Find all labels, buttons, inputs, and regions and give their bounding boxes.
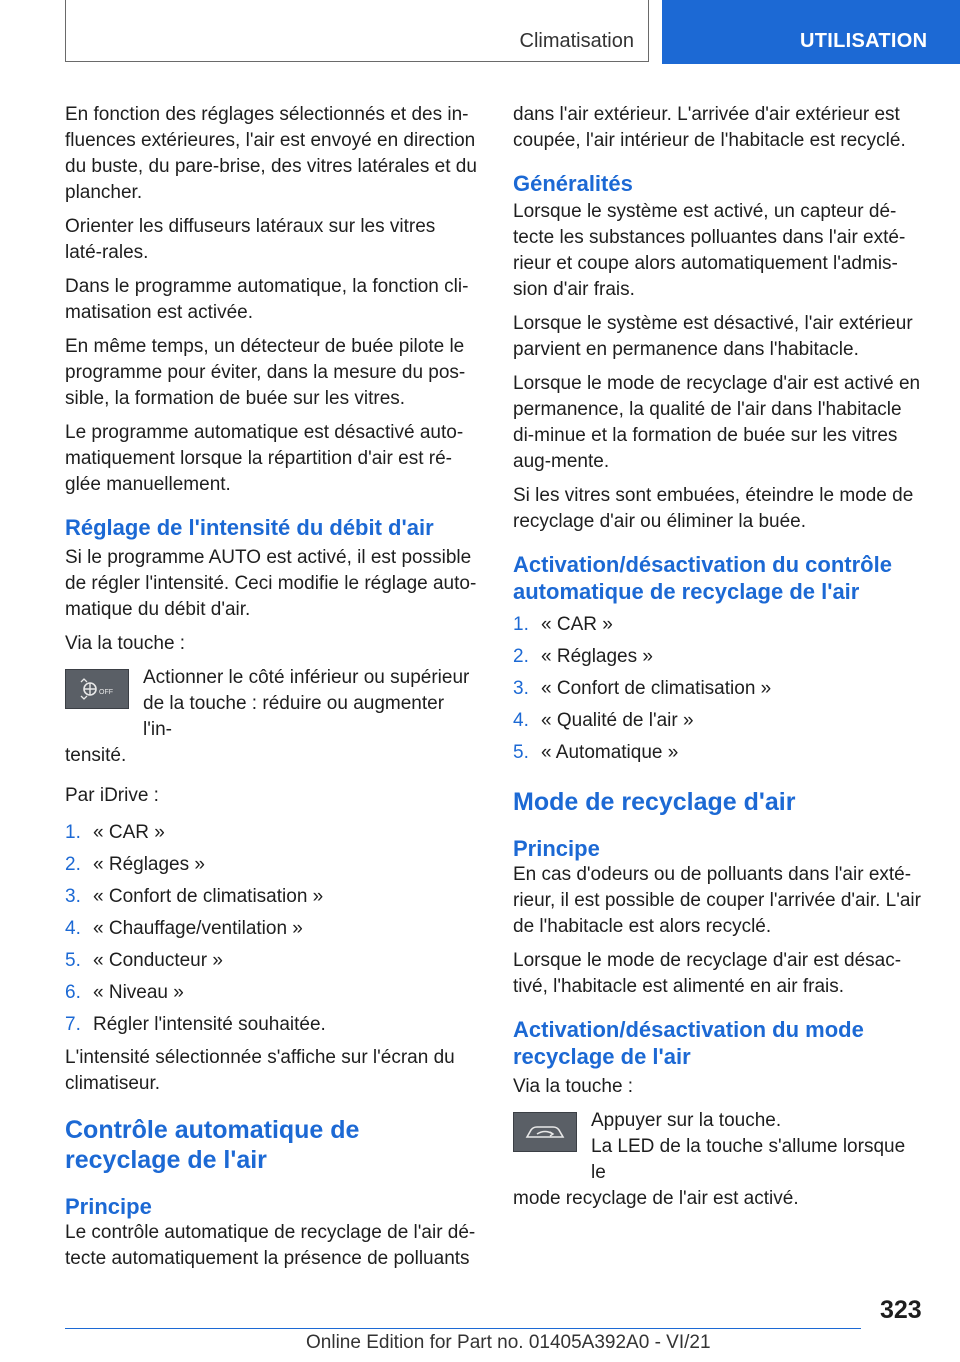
heading-principe: Principe — [513, 836, 600, 861]
key-text-line: mode recyclage de l'air est activé. — [513, 1188, 799, 1209]
page-number: 323 — [880, 1296, 922, 1324]
list-item: 7. Régler l'intensité souhaitée. — [65, 1014, 326, 1035]
key-text-line: tensité. — [65, 745, 127, 766]
heading-activation-mode: Activation/désactivation du mode recyclage de l'air — [513, 1017, 864, 1069]
key-text-line: La LED de la touche s'allume lorsque le — [591, 1136, 906, 1183]
idrive-steps-list — [65, 817, 477, 1041]
paragraph: Lorsque le mode de recyclage d'air est activé en permanence, la qualité de l'air dans l'habitacle di-minue et la formation de buée sur les vitres aug-mente. — [513, 373, 921, 472]
list-item: 6. « Niveau » — [65, 982, 184, 1003]
heading-auto-recirculation: Contrôle automatique de recyclage de l'air — [65, 1116, 360, 1174]
paragraph: Le programme automatique est désactivé auto-matiquement lorsque la répartition d'air est ré-glée manuellement. — [65, 422, 464, 495]
list-item: 1. « CAR » — [513, 614, 613, 635]
list-item: 3. « Confort de climatisation » — [65, 886, 324, 907]
paragraph: En fonction des réglages sélectionnés et des in-fluences extérieures, l'air est envoyé en direction du buste, du pare-brise, des vitres latérales et du plancher. — [65, 104, 477, 203]
key-text-line: de la touche : réduire ou augmenter l'in- — [143, 693, 445, 740]
key-text-line: Actionner le côté inférieur ou supérieur — [143, 667, 470, 688]
key-instruction-intensity — [65, 665, 477, 769]
paragraph: Si le programme AUTO est activé, il est possible de régler l'intensité. Ceci modifie le réglage auto-matique du débit d'air. — [65, 547, 477, 620]
paragraph: L'intensité sélectionnée s'affiche sur l'écran du climatiseur. — [65, 1047, 455, 1094]
header-section-title: Climatisation — [519, 30, 634, 52]
header-section-box — [65, 0, 649, 62]
key-off-label: OFF — [99, 689, 113, 696]
list-item: 5. « Automatique » — [513, 742, 679, 763]
paragraph: Lorsque le système est activé, un capteur dé-tecte les substances polluantes dans l'air exté-rieur et coupe alors automatiquement l'admis-sion d'air frais. — [513, 201, 906, 300]
fan-intensity-key-icon — [65, 669, 129, 709]
list-item: 4. « Qualité de l'air » — [513, 710, 694, 731]
list-item: 3. « Confort de climatisation » — [513, 678, 772, 699]
footer-edition: Online Edition for Part no. 01405A392A0 - VI/21 — [306, 1332, 711, 1353]
paragraph: Lorsque le mode de recyclage d'air est désac-tivé, l'habitacle est alimenté en air frais. — [513, 950, 902, 997]
paragraph: En même temps, un détecteur de buée pilote le programme pour éviter, dans la mesure du pos-sible, la formation de buée sur les vitres. — [65, 336, 466, 409]
paragraph: Orienter les diffuseurs latéraux sur les vitres laté-rales. — [65, 216, 436, 263]
footer-divider — [65, 1328, 861, 1329]
heading-recirculation-mode: Mode de recyclage d'air — [513, 788, 796, 816]
paragraph: Via la touche : — [65, 633, 186, 654]
heading-activation-auto: Activation/désactivation du contrôle automatique de recyclage de l'air — [513, 552, 892, 604]
paragraph: Via la touche : — [513, 1076, 634, 1097]
heading-generalites: Généralités — [513, 171, 633, 196]
left-column — [65, 102, 477, 1280]
key-text-line: Appuyer sur la touche. — [591, 1110, 782, 1131]
list-item: 2. « Réglages » — [513, 646, 653, 667]
list-item: 5. « Conducteur » — [65, 950, 223, 971]
key-instruction-recirculation — [513, 1108, 925, 1212]
header-chapter-title: UTILISATION — [800, 30, 928, 52]
heading-principe: Principe — [65, 1194, 152, 1219]
paragraph: Le contrôle automatique de recyclage de l'air dé-tecte automatiquement la présence de polluants — [65, 1222, 476, 1269]
paragraph: Par iDrive : — [65, 785, 159, 806]
right-column — [513, 102, 925, 1222]
list-item: 1. « CAR » — [65, 822, 165, 843]
list-item: 2. « Réglages » — [65, 854, 205, 875]
recirculation-key-icon — [513, 1112, 577, 1152]
activation-steps-list — [513, 609, 925, 769]
paragraph: Si les vitres sont embuées, éteindre le mode de recyclage d'air ou éliminer la buée. — [513, 485, 914, 532]
heading-intensity: Réglage de l'intensité du débit d'air — [65, 515, 434, 540]
paragraph: Lorsque le système est désactivé, l'air extérieur parvient en permanence dans l'habitacle. — [513, 313, 913, 360]
list-item: 4. « Chauffage/ventilation » — [65, 918, 303, 939]
paragraph: dans l'air extérieur. L'arrivée d'air extérieur est coupée, l'air intérieur de l'habitacle est recyclé. — [513, 104, 906, 151]
paragraph: En cas d'odeurs ou de polluants dans l'air exté-rieur, il est possible de couper l'arrivée d'air. L'air de l'habitacle est alors recyclé. — [513, 864, 921, 937]
header-chapter-tab — [662, 0, 960, 64]
paragraph: Dans le programme automatique, la fonction cli-matisation est activée. — [65, 276, 469, 323]
